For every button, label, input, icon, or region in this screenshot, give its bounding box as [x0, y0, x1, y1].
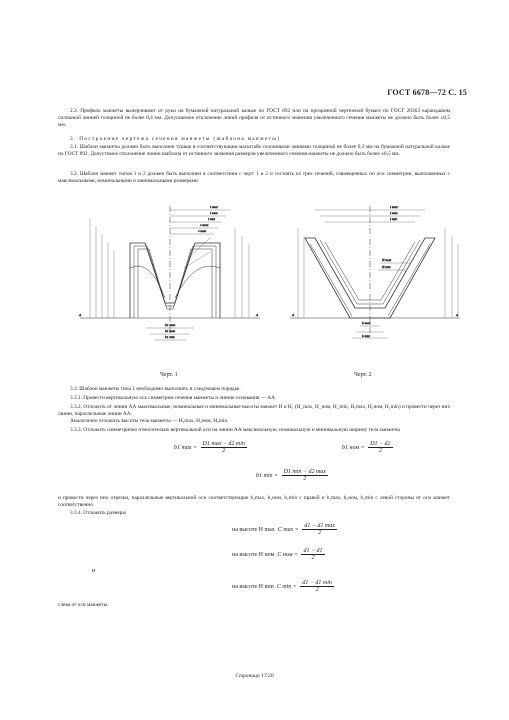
svg-text:l min: l min — [208, 217, 216, 221]
paragraph-after-b: и провести через них отрезки, параллельные вертикальной оси соответствующие b₁max, b₁ном, b₁min с правой и b₁max, b₁ном, b₁min с левой стороны от оси манжет соответственно. — [58, 495, 450, 508]
svg-text:b1 min: b1 min — [165, 335, 175, 339]
drawing-1 — [78, 205, 260, 340]
paragraph-3-3-4: 3.3.4. Отложить размеры — [70, 510, 126, 516]
svg-text:H max: H max — [382, 258, 392, 262]
paragraph-3-3: 3.3. Шаблон манжеты типа 1 необходимо выполнять в следующем порядке. — [70, 386, 241, 392]
caption-drawing-2: Черт. 2 — [354, 372, 372, 378]
caption-drawing-1: Черт. 1 — [160, 372, 178, 378]
svg-text:b min: b min — [362, 334, 370, 338]
formula-c-max: на высоте H max C max = $\frac{d1 - d1 \max}{2}$ — [232, 523, 335, 536]
svg-text:b1 max: b1 max — [165, 323, 176, 327]
svg-text:l max: l max — [210, 205, 218, 209]
formula-c-min: на высоте H min C min = $\frac{d1 - d1 \min}{2}$ — [232, 580, 332, 593]
svg-text:l max: l max — [390, 205, 398, 209]
svg-text:l ном: l ном — [210, 211, 218, 215]
drawing-2 — [290, 205, 460, 338]
paragraph-2-2: 2.2. Профиль манжеты вычерчивают от руки на бумажной натуральной кальке по ГОСТ 892 или на прозрачной чертежной бумаге по ГОСТ 20363 карандашом сплошной линией толщиной не более 0,4 мм. Допускаемое отклонение линий профиля от истинного значения увеличенного сечения манжеты не должно быть более ±0,5 мм. — [58, 108, 450, 128]
page-header: ГОСТ 6678—72 С. 15 — [387, 88, 467, 97]
svg-text:l ном: l ном — [390, 211, 398, 215]
paragraph-3-3-1: 3.3.1. Провести вертикальную ось симметрии сечения манжеты и линию основания — АА. — [70, 395, 277, 401]
paragraph-3-3-2b: Аналогично отложить высоты тела манжеты — H₂max, H₂ном, H₂min. — [70, 418, 229, 424]
svg-text:c ном: c ном — [198, 229, 207, 233]
svg-text:H min: H min — [382, 265, 391, 269]
svg-text:A: A — [456, 313, 459, 317]
formula-c-nom: на высоте H ном C ном = $\frac{d1 - d1}{2}$ — [232, 548, 323, 561]
page-footer: Страница 17/20 — [235, 673, 274, 679]
closing-line: слева от оси манжеты. — [58, 602, 109, 608]
formula-b1-nom: b1 ном = $\frac{D1 - d2}{2}$ — [342, 441, 391, 454]
svg-text:A: A — [79, 313, 82, 317]
paragraph-3-2: 3.2. Шаблон манжет типов 1 и 2 должен быть выполнен в соответствии с черт. 1 и 2 и состоять из трех сечений, совмещенных по оси симметрии, выполненных с максимальными, номинальными и минимальными размерами. — [58, 171, 450, 184]
formula-b1-max: b1 max = $\frac{D1 \max - d2 \min}{2}$ — [174, 441, 245, 454]
svg-text:b max: b max — [362, 321, 371, 325]
svg-text:l min: l min — [390, 217, 398, 221]
section-3-title: 3. Построение чертежа сечения манжеты (шаблона манжеты) — [70, 136, 281, 142]
svg-text:A: A — [292, 313, 295, 317]
formula-b1-min: b1 min = $\frac{D1 \min - d2 \max}{2}$ — [256, 469, 326, 482]
svg-text:b1 ном: b1 ном — [165, 329, 175, 333]
paragraph-3-1: 3.1. Шаблон манжеты должен быть выполнен тушью в соответствующем масштабе сплошными линиями толщиной не более 0,3 мм на бумажной натуральной кальке по ГОСТ 892. Допустимое отклонение линии шаблона от истинного значения размеров увеличенного сечения манжеты не должно быть более ±0,5 мм. — [58, 144, 450, 157]
paragraph-3-3-3: 3.3.3. Отложить симметрично относительно вертикальной оси на линии АА максимальную, номинальную и минимальную ширину тела манжеты — [70, 427, 400, 433]
svg-text:A: A — [256, 313, 259, 317]
cuff-drawings — [70, 198, 470, 363]
svg-text:c max: c max — [200, 223, 209, 227]
conjunction-and: и — [92, 568, 96, 574]
paragraph-3-3-2: 3.3.2. Отложить от линии АА максимальные, номинальные и минимальные высоты манжет H и H₁ (H_max, H_ном, H_min, H₁max, H₁ном, H₁min) и провести через них линии, параллельные линии АА. — [58, 404, 450, 417]
